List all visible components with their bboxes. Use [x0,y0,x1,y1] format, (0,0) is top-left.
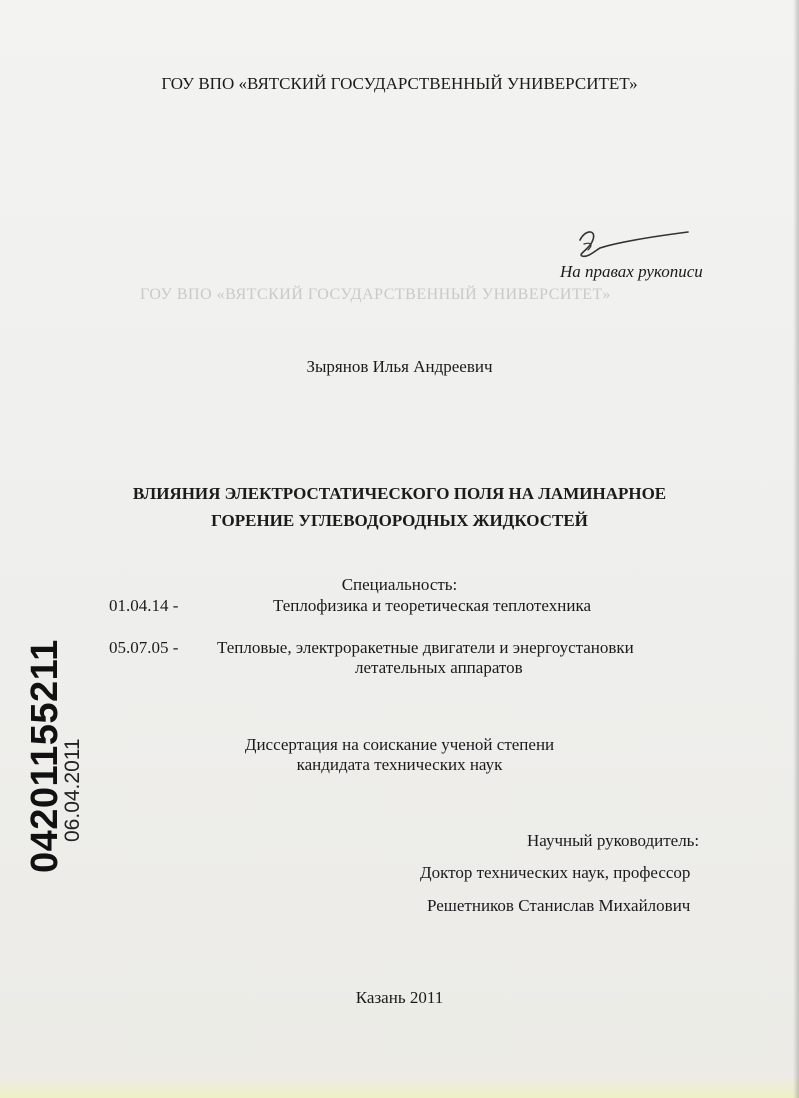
specialty-code-1: 01.04.14 - [109,596,179,615]
specialty-code-2: 05.07.05 - [109,638,179,657]
dissertation-title-line-1: ВЛИЯНИЯ ЭЛЕКТРОСТАТИЧЕСКОГО ПОЛЯ НА ЛАМИНАРНОЕ [132,484,667,503]
author-name: Зырянов Илья Андреевич [306,357,493,376]
specialty-name-1: Теплофизика и теоретическая теплотехника [273,596,591,615]
bleed-through-text: ГОУ ВПО «ВЯТСКИЙ ГОСУДАРСТВЕННЫЙ УНИВЕРСИТЕТ» [140,286,611,303]
city-year: Казань 2011 [355,988,444,1007]
supervisor-heading: Научный руководитель: [527,831,700,850]
scan-edge-right [793,0,799,1098]
organization-header: ГОУ ВПО «ВЯТСКИЙ ГОСУДАРСТВЕННЫЙ УНИВЕРСИТЕТ» [161,74,638,93]
archive-barcode-number: 04201155211 [24,639,66,873]
supervisor-degree: Доктор технических наук, профессор [420,863,691,882]
specialty-heading: Специальность: [341,575,458,594]
supervisor-name: Решетников Станислав Михайлович [427,896,691,915]
manuscript-rights-note: На правах рукописи [560,262,703,281]
degree-line-1: Диссертация на соискание ученой степени [244,735,555,754]
dissertation-title-line-2: ГОРЕНИЕ УГЛЕВОДОРОДНЫХ ЖИДКОСТЕЙ [211,511,588,530]
archive-date-stamp: 06.04.2011 [61,738,84,842]
scan-edge-bottom [0,1076,799,1098]
specialty-name-2-line-2: летательных аппаратов [355,658,523,677]
degree-line-2: кандидата технических наук [296,755,503,774]
specialty-name-2-line-1: Тепловые, электроракетные двигатели и энергоустановки [217,638,634,657]
